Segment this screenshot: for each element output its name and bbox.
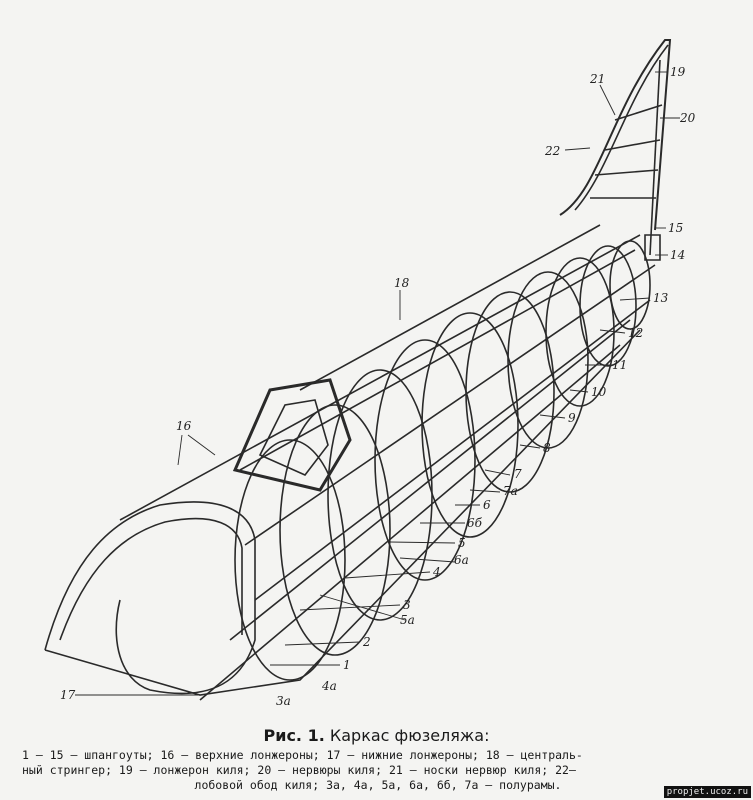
central-stringer: [300, 225, 600, 390]
label-3a: 3а: [276, 694, 291, 708]
label-3: 3: [403, 598, 411, 612]
label-4a: 4а: [322, 679, 337, 693]
lower-longeron-right: [200, 345, 620, 700]
label-14: 14: [670, 248, 686, 262]
label-8: 8: [543, 441, 551, 455]
label-21: 21: [590, 72, 606, 86]
label-20: 20: [680, 111, 696, 125]
label-15: 15: [668, 221, 684, 235]
caption-line-3: лобовой обод киля; 3а, 4а, 5а, 6а, 6б, 7а — полурамы.: [194, 778, 562, 792]
upper-longeron-left: [120, 235, 640, 520]
caption-line-2: ный стрингер; 19 — лонжерон киля; 20 — нервюры киля; 21 — носки нервюр киля; 22—: [22, 763, 576, 777]
caption-line-1: 1 — 15 — шпангоуты; 16 — верхние лонжероны; 17 — нижние лонжероны; 18 — централь-: [22, 748, 583, 762]
stringer-a: [255, 300, 650, 600]
tail-stub: [645, 235, 660, 260]
label-1: 1: [343, 658, 351, 672]
label-9: 9: [568, 411, 576, 425]
label-11: 11: [612, 358, 628, 372]
nose-frame: [45, 502, 255, 694]
nose-frame-inner: [60, 519, 242, 640]
label-6: 6: [483, 498, 491, 512]
caption-figure-number: Рис. 1.: [263, 726, 325, 745]
stringer-b: [240, 250, 635, 470]
watermark: propjet.ucoz.ru: [664, 786, 751, 798]
label-17: 17: [60, 688, 76, 702]
fin-rib-3: [595, 170, 658, 175]
label-19: 19: [670, 65, 686, 79]
label-13: 13: [653, 291, 669, 305]
figure-caption-title: [0, 726, 753, 745]
figure-caption-legend: [22, 748, 734, 793]
label-5a: 5а: [400, 613, 415, 627]
label-10: 10: [591, 385, 607, 399]
label-12: 12: [628, 326, 644, 340]
label-18: 18: [394, 276, 410, 290]
label-5: 5: [458, 536, 466, 550]
label-22: 22: [545, 144, 561, 158]
label-6a: 6а: [454, 553, 469, 567]
label-16: 16: [176, 419, 192, 433]
cockpit-frame: [235, 380, 350, 490]
label-7a: 7а: [503, 484, 518, 498]
label-7: 7: [514, 467, 522, 481]
label-6b: 6б: [467, 516, 482, 530]
caption-figure-title: Каркас фюзеляжа:: [324, 726, 490, 745]
label-4: 4: [433, 565, 441, 579]
label-2: 2: [363, 635, 371, 649]
stringer-c: [230, 320, 630, 640]
